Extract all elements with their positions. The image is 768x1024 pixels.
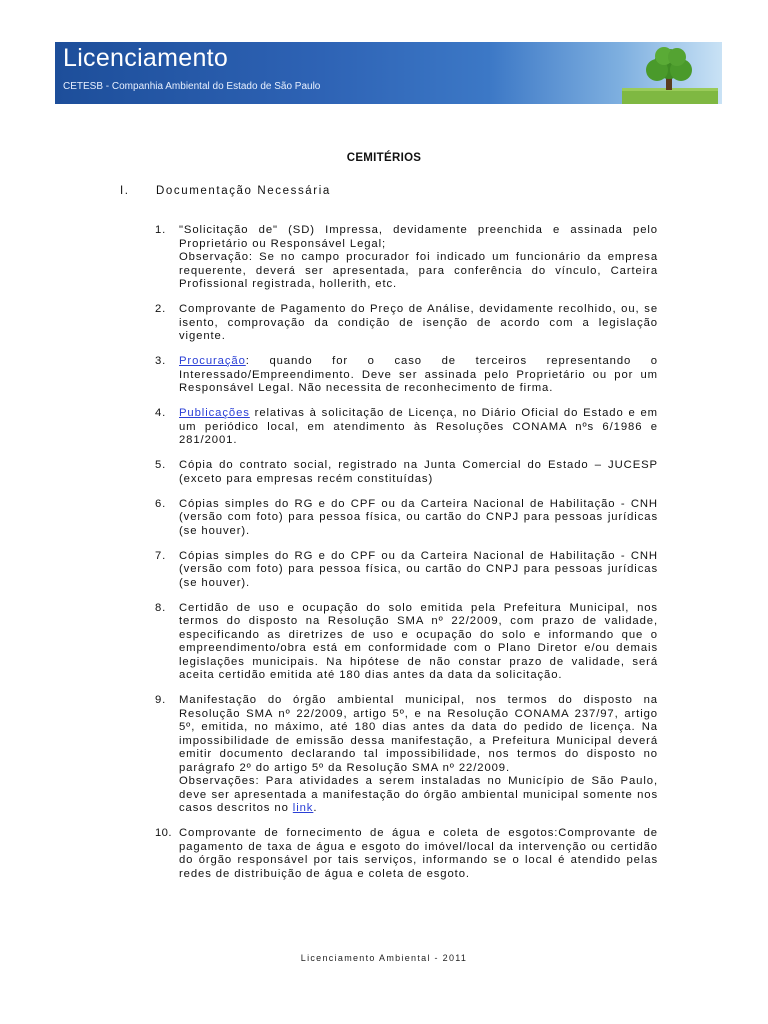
section-number: I. [120, 185, 130, 197]
item-number: 9. [155, 694, 167, 706]
section-heading [120, 185, 331, 197]
list-item [155, 550, 658, 591]
item-number: 3. [155, 355, 167, 367]
item-note-end: . [313, 802, 318, 814]
item-text [179, 355, 658, 396]
item-text-rest: : quando for o caso de terceiros representando o Interessado/Empreendimento. Deve ser assinada pelo Proprietário ou por um Responsável Legal. Não necessita de reconhecimento de firma. [179, 355, 658, 394]
section-title: Documentação Necessária [156, 185, 331, 197]
list-item [155, 459, 658, 486]
list-item [155, 694, 658, 816]
list-item [155, 827, 658, 881]
item-note-text: Observações: Para atividades a serem instaladas no Município de São Paulo, deve ser apresentada a manifestação do órgão ambiental municipal somente nos casos descritos no [179, 775, 658, 814]
document-list [155, 224, 658, 893]
item-text: Comprovante de Pagamento do Preço de Análise, devidamente recolhido, ou, se isento, comprovação da condição de isenção de acordo com a legislação vigente. [179, 303, 658, 342]
item-number: 5. [155, 459, 167, 471]
publicacoes-link[interactable]: Publicações [179, 407, 250, 419]
item-text: Certidão de uso e ocupação do solo emitida pela Prefeitura Municipal, nos termos do disposto na Resolução SMA nº 22/2009, com prazo de validade, especificando as diretrizes de uso e ocupação do solo e informando que o empreendimento/obra está em conformidade com o Plano Diretor e/ou demais legislações municipais. Na hipótese de não constar prazo de validade, será aceita certidão emitida até 180 dias antes da data da solicitação. [179, 601, 658, 681]
list-item [155, 303, 658, 344]
tree-icon [622, 44, 718, 104]
list-item [155, 498, 658, 539]
item-note: Observação: Se no campo procurador foi indicado um funcionário da empresa requerente, deverá ser apresentada, para conferência do vínculo, Carteira Profissional registrada, hollerith, etc. [179, 251, 658, 290]
page-footer: Licenciamento Ambiental - 2011 [300, 953, 468, 963]
banner-title: Licenciamento [63, 44, 229, 72]
item-text: Cópia do contrato social, registrado na Junta Comercial do Estado – JUCESP (exceto para empresas recém constituídas) [179, 459, 658, 485]
item-text [179, 407, 658, 448]
item-note [179, 775, 658, 816]
list-item [155, 355, 658, 396]
page-title: CEMITÉRIOS [346, 152, 422, 164]
list-item [155, 407, 658, 448]
list-item [155, 602, 658, 683]
procuracao-link[interactable]: Procuração [179, 355, 246, 367]
item-text: Cópias simples do RG e do CPF ou da Carteira Nacional de Habilitação - CNH (versão com foto) para pessoa física, ou cartão do CNPJ para pessoas jurídicas (se houver). [179, 497, 658, 537]
item-number: 2. [155, 303, 167, 315]
banner-subtitle: CETESB - Companhia Ambiental do Estado de São Paulo [63, 81, 321, 92]
item-number: 4. [155, 407, 167, 419]
item-text: Cópias simples do RG e do CPF ou da Carteira Nacional de Habilitação - CNH (versão com foto) para pessoa física, ou cartão do CNPJ para pessoas jurídicas (se houver). [179, 549, 658, 589]
item-number: 7. [155, 549, 167, 562]
item-number: 10. [155, 827, 172, 839]
header-banner [55, 42, 722, 104]
item-number: 1. [155, 224, 167, 236]
list-item [155, 224, 658, 292]
item-number: 6. [155, 497, 167, 510]
item-text-rest: relativas à solicitação de Licença, no Diário Oficial do Estado e em um periódico local, em atendimento às Resoluções CONAMA nºs 6/1986 e 281/2001. [179, 407, 658, 446]
item-text: "Solicitação de" (SD) Impressa, devidamente preenchida e assinada pelo Proprietário ou Responsável Legal; [179, 224, 658, 250]
item-number: 8. [155, 601, 167, 614]
item-text: Comprovante de fornecimento de água e coleta de esgotos:Comprovante de pagamento de taxa de água e esgoto do imóvel/local da intervenção ou certidão do órgão responsável por tais serviços, informando se o local é atendido pelas redes de distribuição de água e coleta de esgoto. [179, 827, 658, 880]
municipal-cases-link[interactable]: link [292, 802, 314, 814]
item-text: Manifestação do órgão ambiental municipal, nos termos do disposto na Resolução SMA nº 22/2009, artigo 5º, e na Resolução CONAMA 237/97, artigo 5º, emitida, no máximo, até 180 dias antes da data do pedido de licença. Na impossibilidade de emissão dessa manifestação, a Prefeitura Municipal deverá emitir documento declarando tal impossibilidade, nos termos do disposto no parágrafo 2º do artigo 5º da Resolução SMA nº 22/2009. [179, 694, 658, 774]
